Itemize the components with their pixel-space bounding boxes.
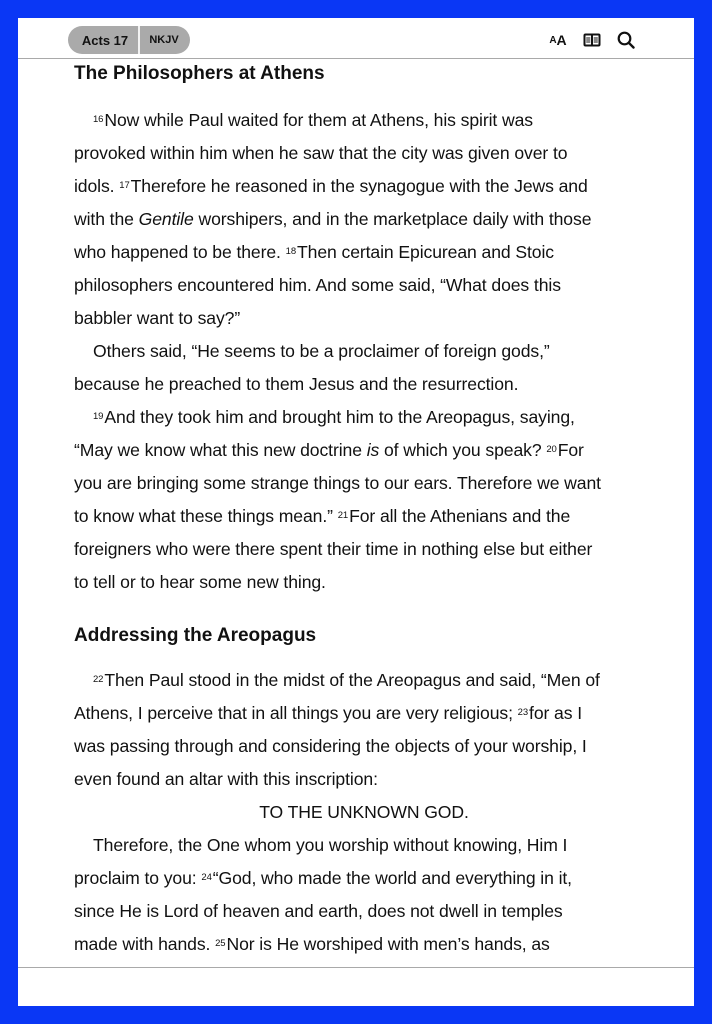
verse-text: proclaim to you: xyxy=(74,868,202,888)
verse-number[interactable]: 16 xyxy=(93,114,104,125)
verse-line[interactable] xyxy=(74,895,654,928)
section-body xyxy=(74,104,654,599)
verse-line[interactable] xyxy=(74,104,654,137)
verse-text: TO THE UNKNOWN GOD. xyxy=(259,802,469,822)
verse-text: worshipers, and in the marketplace daily with those xyxy=(193,209,592,229)
verse-text: with the xyxy=(74,209,139,229)
verse-text: since He is Lord of heaven and earth, does not dwell in temples xyxy=(74,901,563,921)
verse-line[interactable] xyxy=(74,829,654,862)
verse-number[interactable]: 24 xyxy=(201,872,212,883)
text-size-icon[interactable] xyxy=(548,29,568,51)
verse-line[interactable] xyxy=(74,566,654,599)
verse-text: Therefore he reasoned in the synagogue with the Jews and xyxy=(130,176,588,196)
section-body xyxy=(74,664,654,961)
text-size-large-glyph: A xyxy=(556,32,567,48)
verse-text: to tell or to hear some new thing. xyxy=(74,572,326,592)
verse-text: “May we know what this new doctrine xyxy=(74,440,367,460)
top-toolbar xyxy=(18,18,694,59)
verse-number[interactable]: 19 xyxy=(93,411,104,422)
verse-text: And they took him and brought him to the Areopagus, saying, xyxy=(104,407,575,427)
verse-line[interactable] xyxy=(74,697,654,730)
verse-text: for as I xyxy=(529,703,583,723)
verse-text: babbler want to say?” xyxy=(74,308,241,328)
verse-line[interactable] xyxy=(74,500,654,533)
verse-line[interactable] xyxy=(74,467,654,500)
passage-selector xyxy=(68,26,190,54)
verse-line[interactable] xyxy=(74,730,654,763)
verse-line[interactable] xyxy=(74,533,654,566)
section-heading: Addressing the Areopagus xyxy=(74,625,317,646)
toolbar-icons xyxy=(548,29,636,51)
verse-line[interactable] xyxy=(74,664,654,697)
verse-line[interactable] xyxy=(74,862,654,895)
verse-line[interactable] xyxy=(74,170,654,203)
verse-number[interactable]: 23 xyxy=(517,707,529,718)
verse-text: was passing through and considering the objects of your worship, I xyxy=(74,736,587,756)
verse-text: because he preached to them Jesus and the resurrection. xyxy=(74,374,519,394)
verse-text: you are bringing some strange things to our ears. Therefore we want xyxy=(74,473,601,493)
section-heading: The Philosophers at Athens xyxy=(74,63,325,84)
verse-text: Now while Paul waited for them at Athens, his spirit was xyxy=(104,110,533,130)
verse-number[interactable]: 21 xyxy=(337,510,349,521)
verse-line[interactable] xyxy=(74,236,654,269)
inscription-line[interactable] xyxy=(74,796,654,829)
verse-line[interactable] xyxy=(74,928,654,961)
italic-text: is xyxy=(366,440,380,460)
verse-text: For xyxy=(557,440,584,460)
italic-text: Gentile xyxy=(138,209,194,229)
verse-text: who happened to be there. xyxy=(74,242,286,262)
text-size-small-glyph: A xyxy=(549,34,557,46)
verse-number[interactable]: 25 xyxy=(215,938,226,949)
verse-text: of which you speak? xyxy=(379,440,547,460)
verse-text: made with hands. xyxy=(74,934,216,954)
verse-line[interactable] xyxy=(74,269,654,302)
verse-text: Athens, I perceive that in all things you are very religious; xyxy=(74,703,518,723)
verse-number[interactable]: 22 xyxy=(93,674,104,685)
verse-text: philosophers encountered him. And some said, “What does this xyxy=(74,275,561,295)
verse-text: Therefore, the One whom you worship without knowing, Him I xyxy=(93,835,568,855)
verse-text: provoked within him when he saw that the city was given over to xyxy=(74,143,568,163)
verse-number[interactable]: 17 xyxy=(119,180,130,191)
search-icon[interactable] xyxy=(616,29,636,51)
verse-text: to know what these things mean.” xyxy=(74,506,338,526)
verse-line[interactable] xyxy=(74,368,654,401)
verse-text: foreigners who were there spent their time in nothing else but either xyxy=(74,539,593,559)
verse-line[interactable] xyxy=(74,401,654,434)
verse-line[interactable] xyxy=(74,763,654,796)
verse-text: even found an altar with this inscription: xyxy=(74,769,378,789)
verse-line[interactable] xyxy=(74,434,654,467)
reader-page xyxy=(18,18,694,1006)
version-button[interactable]: NKJV xyxy=(149,34,179,46)
verse-line[interactable] xyxy=(74,203,654,236)
bottom-divider xyxy=(18,967,694,968)
verse-text: Others said, “He seems to be a proclaimer of foreign gods,” xyxy=(93,341,550,361)
verse-text: Then certain Epicurean and Stoic xyxy=(297,242,554,262)
verse-text: Then Paul stood in the midst of the Areopagus and said, “Men of xyxy=(104,670,600,690)
verse-text: “God, who made the world and everything in it, xyxy=(212,868,572,888)
verse-line[interactable] xyxy=(74,335,654,368)
book-chapter-button[interactable]: Acts 17 xyxy=(81,32,129,48)
verse-text: Nor is He worshiped with men’s hands, as xyxy=(226,934,550,954)
parallel-view-icon[interactable] xyxy=(582,29,602,51)
verse-number[interactable]: 18 xyxy=(285,246,297,257)
verse-number[interactable]: 20 xyxy=(546,444,557,455)
verse-text: For all the Athenians and the xyxy=(349,506,571,526)
verse-text: idols. xyxy=(74,176,120,196)
verse-line[interactable] xyxy=(74,302,654,335)
verse-line[interactable] xyxy=(74,137,654,170)
